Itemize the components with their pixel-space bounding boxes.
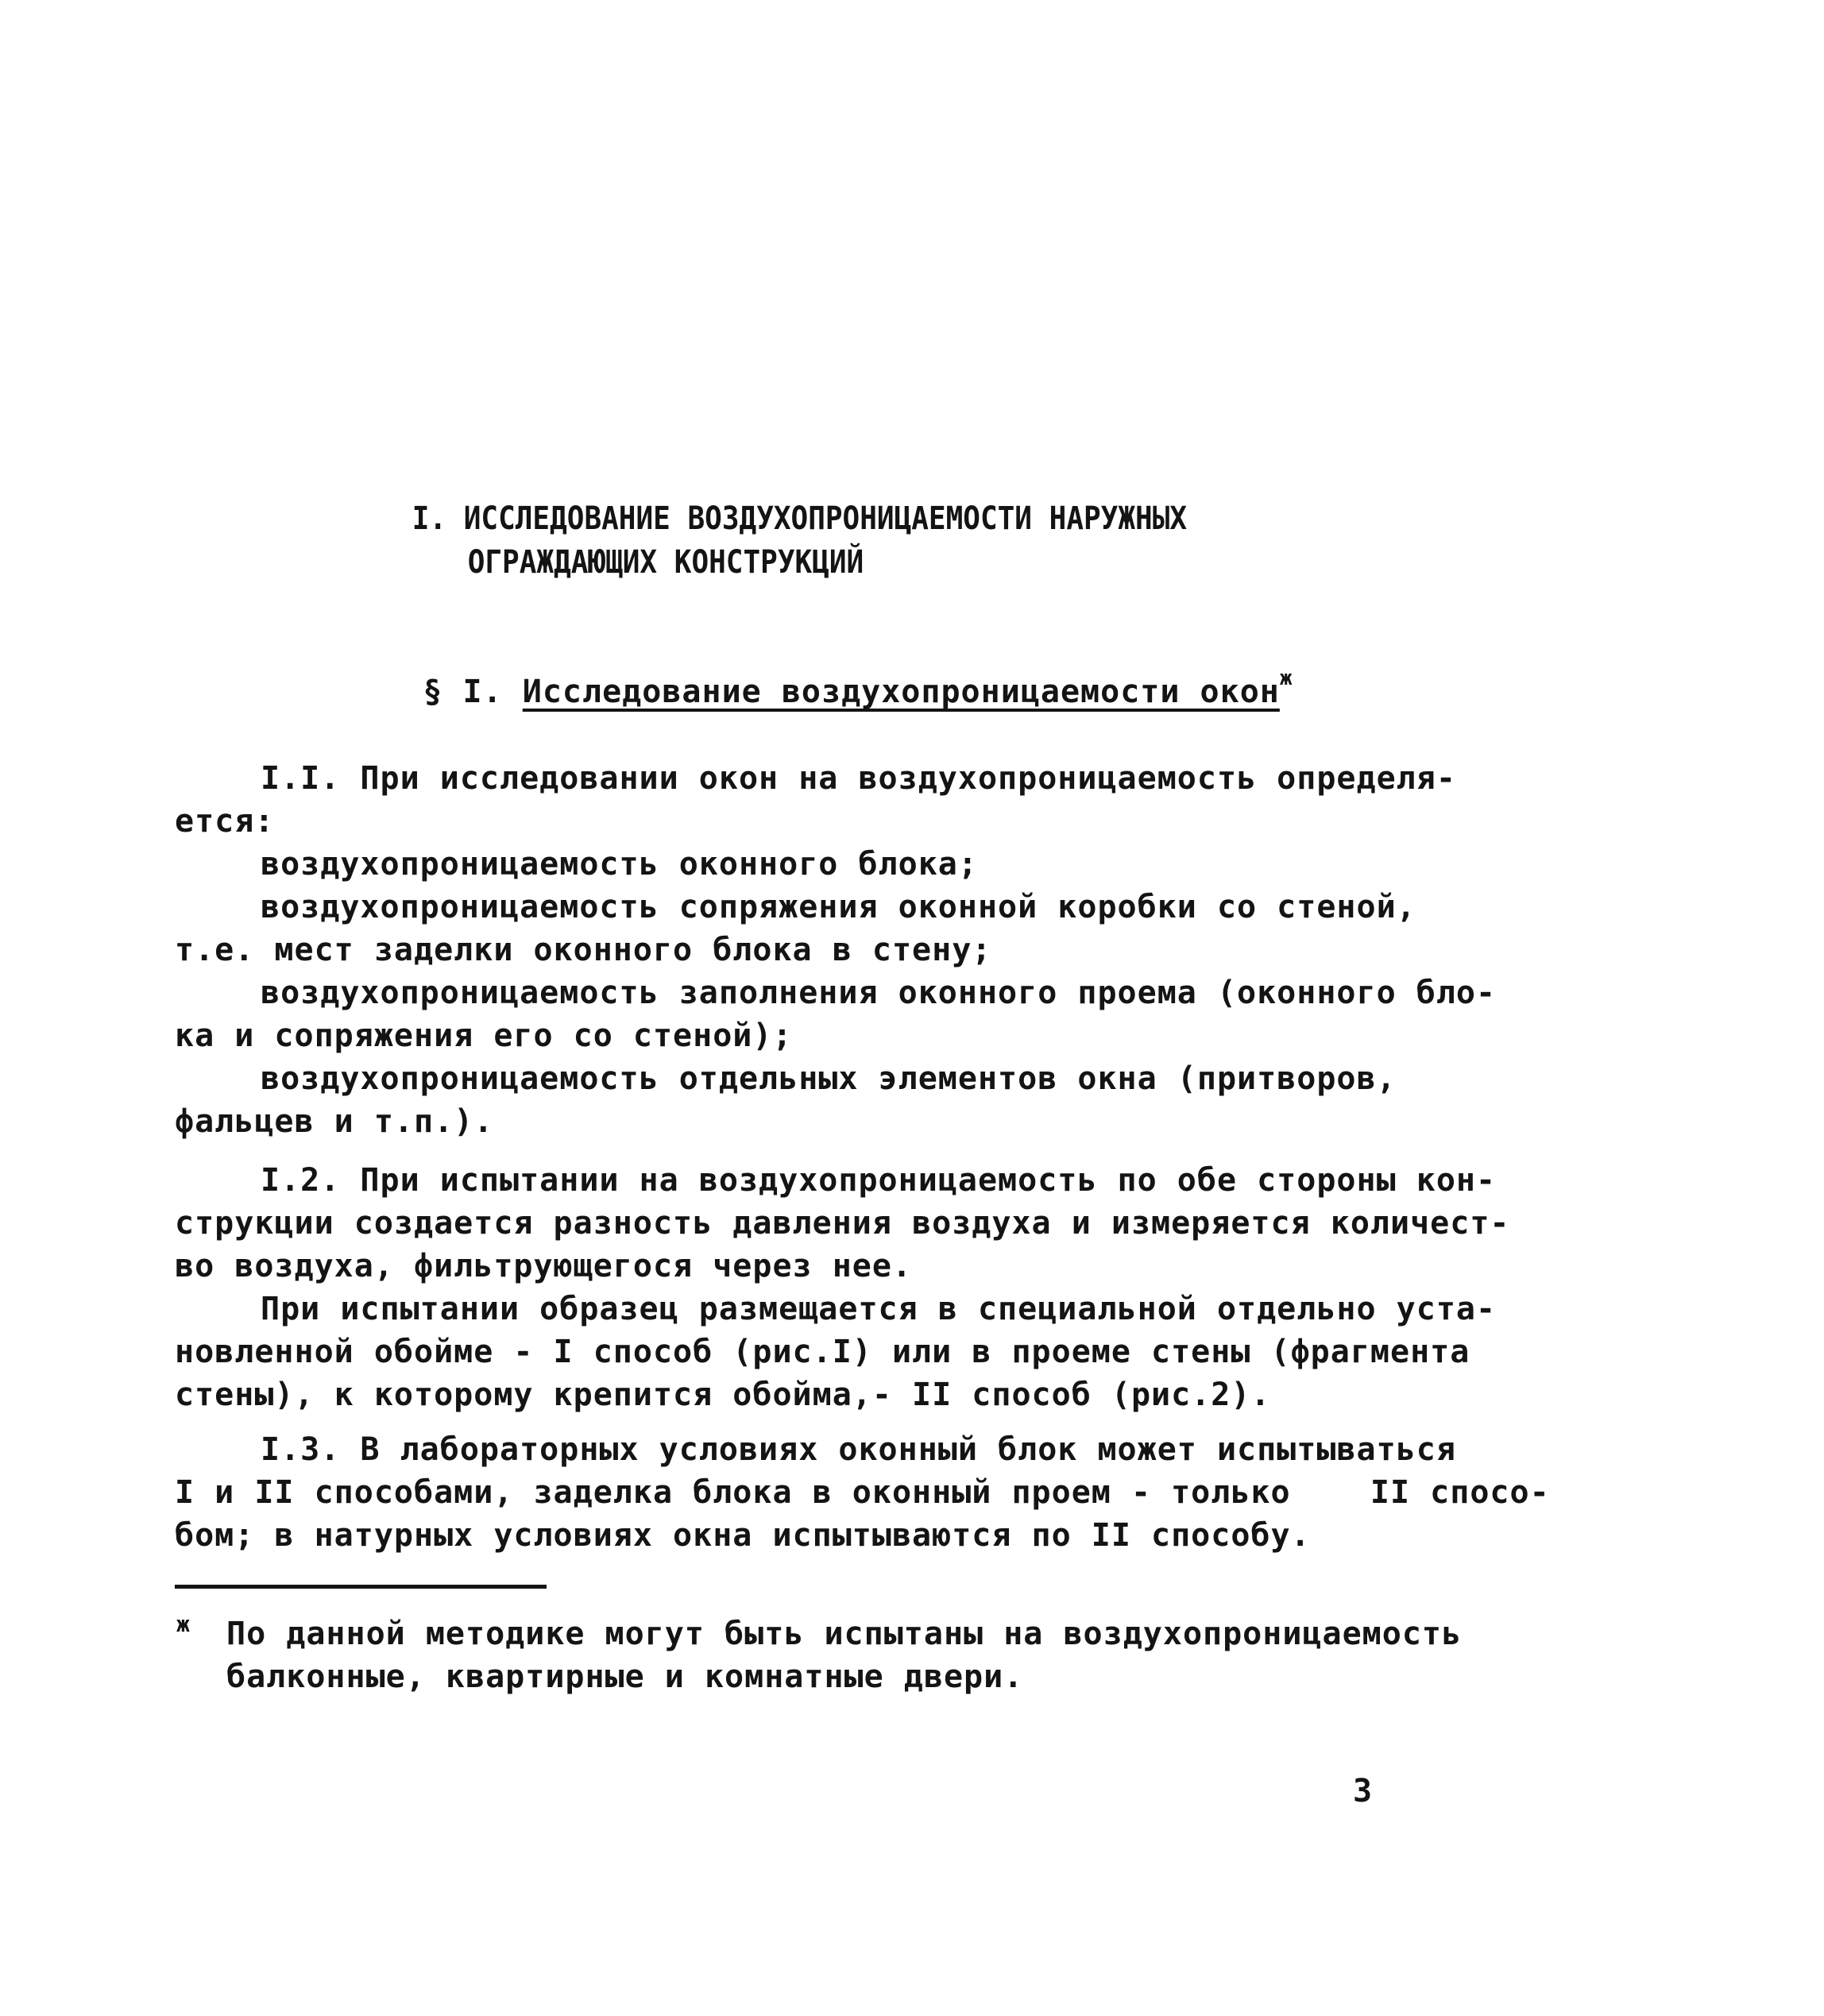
body-line: воздухопроницаемость отдельных элементов окна (притворов,: [261, 1060, 1397, 1097]
body-line: I.2. При испытании на воздухопроницаемость по обе стороны кон-: [261, 1162, 1497, 1199]
body-line: бом; в натурных условиях окна испытываются по II способу.: [175, 1517, 1311, 1554]
page-number: 3: [1353, 1773, 1373, 1809]
body-line: воздухопроницаемость заполнения оконного проема (оконного бло-: [261, 975, 1497, 1011]
section-footnote-mark: ж: [1279, 666, 1293, 690]
body-line: воздухопроницаемость сопряжения оконной коробки со стеной,: [261, 889, 1416, 925]
section-heading: [343, 628, 1293, 760]
body-line: стены), к которому крепится обойма,- II способ (рис.2).: [175, 1377, 1271, 1413]
body-line: воздухопроницаемость оконного блока;: [261, 846, 978, 882]
section-title: Исследование воздухопроницаемости окон: [522, 674, 1280, 710]
body-line: струкции создается разность давления воздуха и измеряется количест-: [175, 1205, 1510, 1242]
body-line: т.е. мест заделки оконного блока в стену;: [175, 932, 992, 968]
chapter-title-line-1: ИССЛЕДОВАНИЕ ВОЗДУХОПРОНИЦАЕМОСТИ НАРУЖНЫХ: [463, 500, 1188, 537]
body-line: во воздуха, фильтрующегося через нее.: [175, 1248, 913, 1284]
footnote-line-2: балконные, квартирные и комнатные двери.: [226, 1659, 1024, 1695]
body-line: I.I. При исследовании окон на воздухопроницаемость определя-: [261, 760, 1456, 797]
body-line: I и II способами, заделка блока в оконный проем - только II спосо-: [175, 1474, 1550, 1511]
body-line: новленной обойме - I способ (рис.I) или в проеме стены (фрагмента: [175, 1334, 1470, 1370]
footnote-separator: [175, 1585, 547, 1589]
body-line: ется:: [175, 803, 275, 840]
footnote-mark: ж: [176, 1611, 190, 1637]
section-number: § I.: [423, 674, 503, 710]
chapter-heading-line-2: [399, 498, 864, 627]
body-line: ка и сопряжения его со стеной);: [175, 1018, 793, 1054]
body-line: фальцев и т.п.).: [175, 1103, 494, 1140]
body-line: При испытании образец размещается в специальной отдельно уста-: [261, 1291, 1497, 1327]
chapter-number: I.: [412, 500, 447, 537]
footnote-line-1: По данной методике могут быть испытаны на воздухопроницаемость: [226, 1616, 1463, 1652]
chapter-title-line-2: ОГРАЖДАЮЩИХ КОНСТРУКЦИЙ: [467, 544, 864, 581]
body-line: I.3. В лабораторных условиях оконный блок может испытываться: [261, 1431, 1456, 1468]
